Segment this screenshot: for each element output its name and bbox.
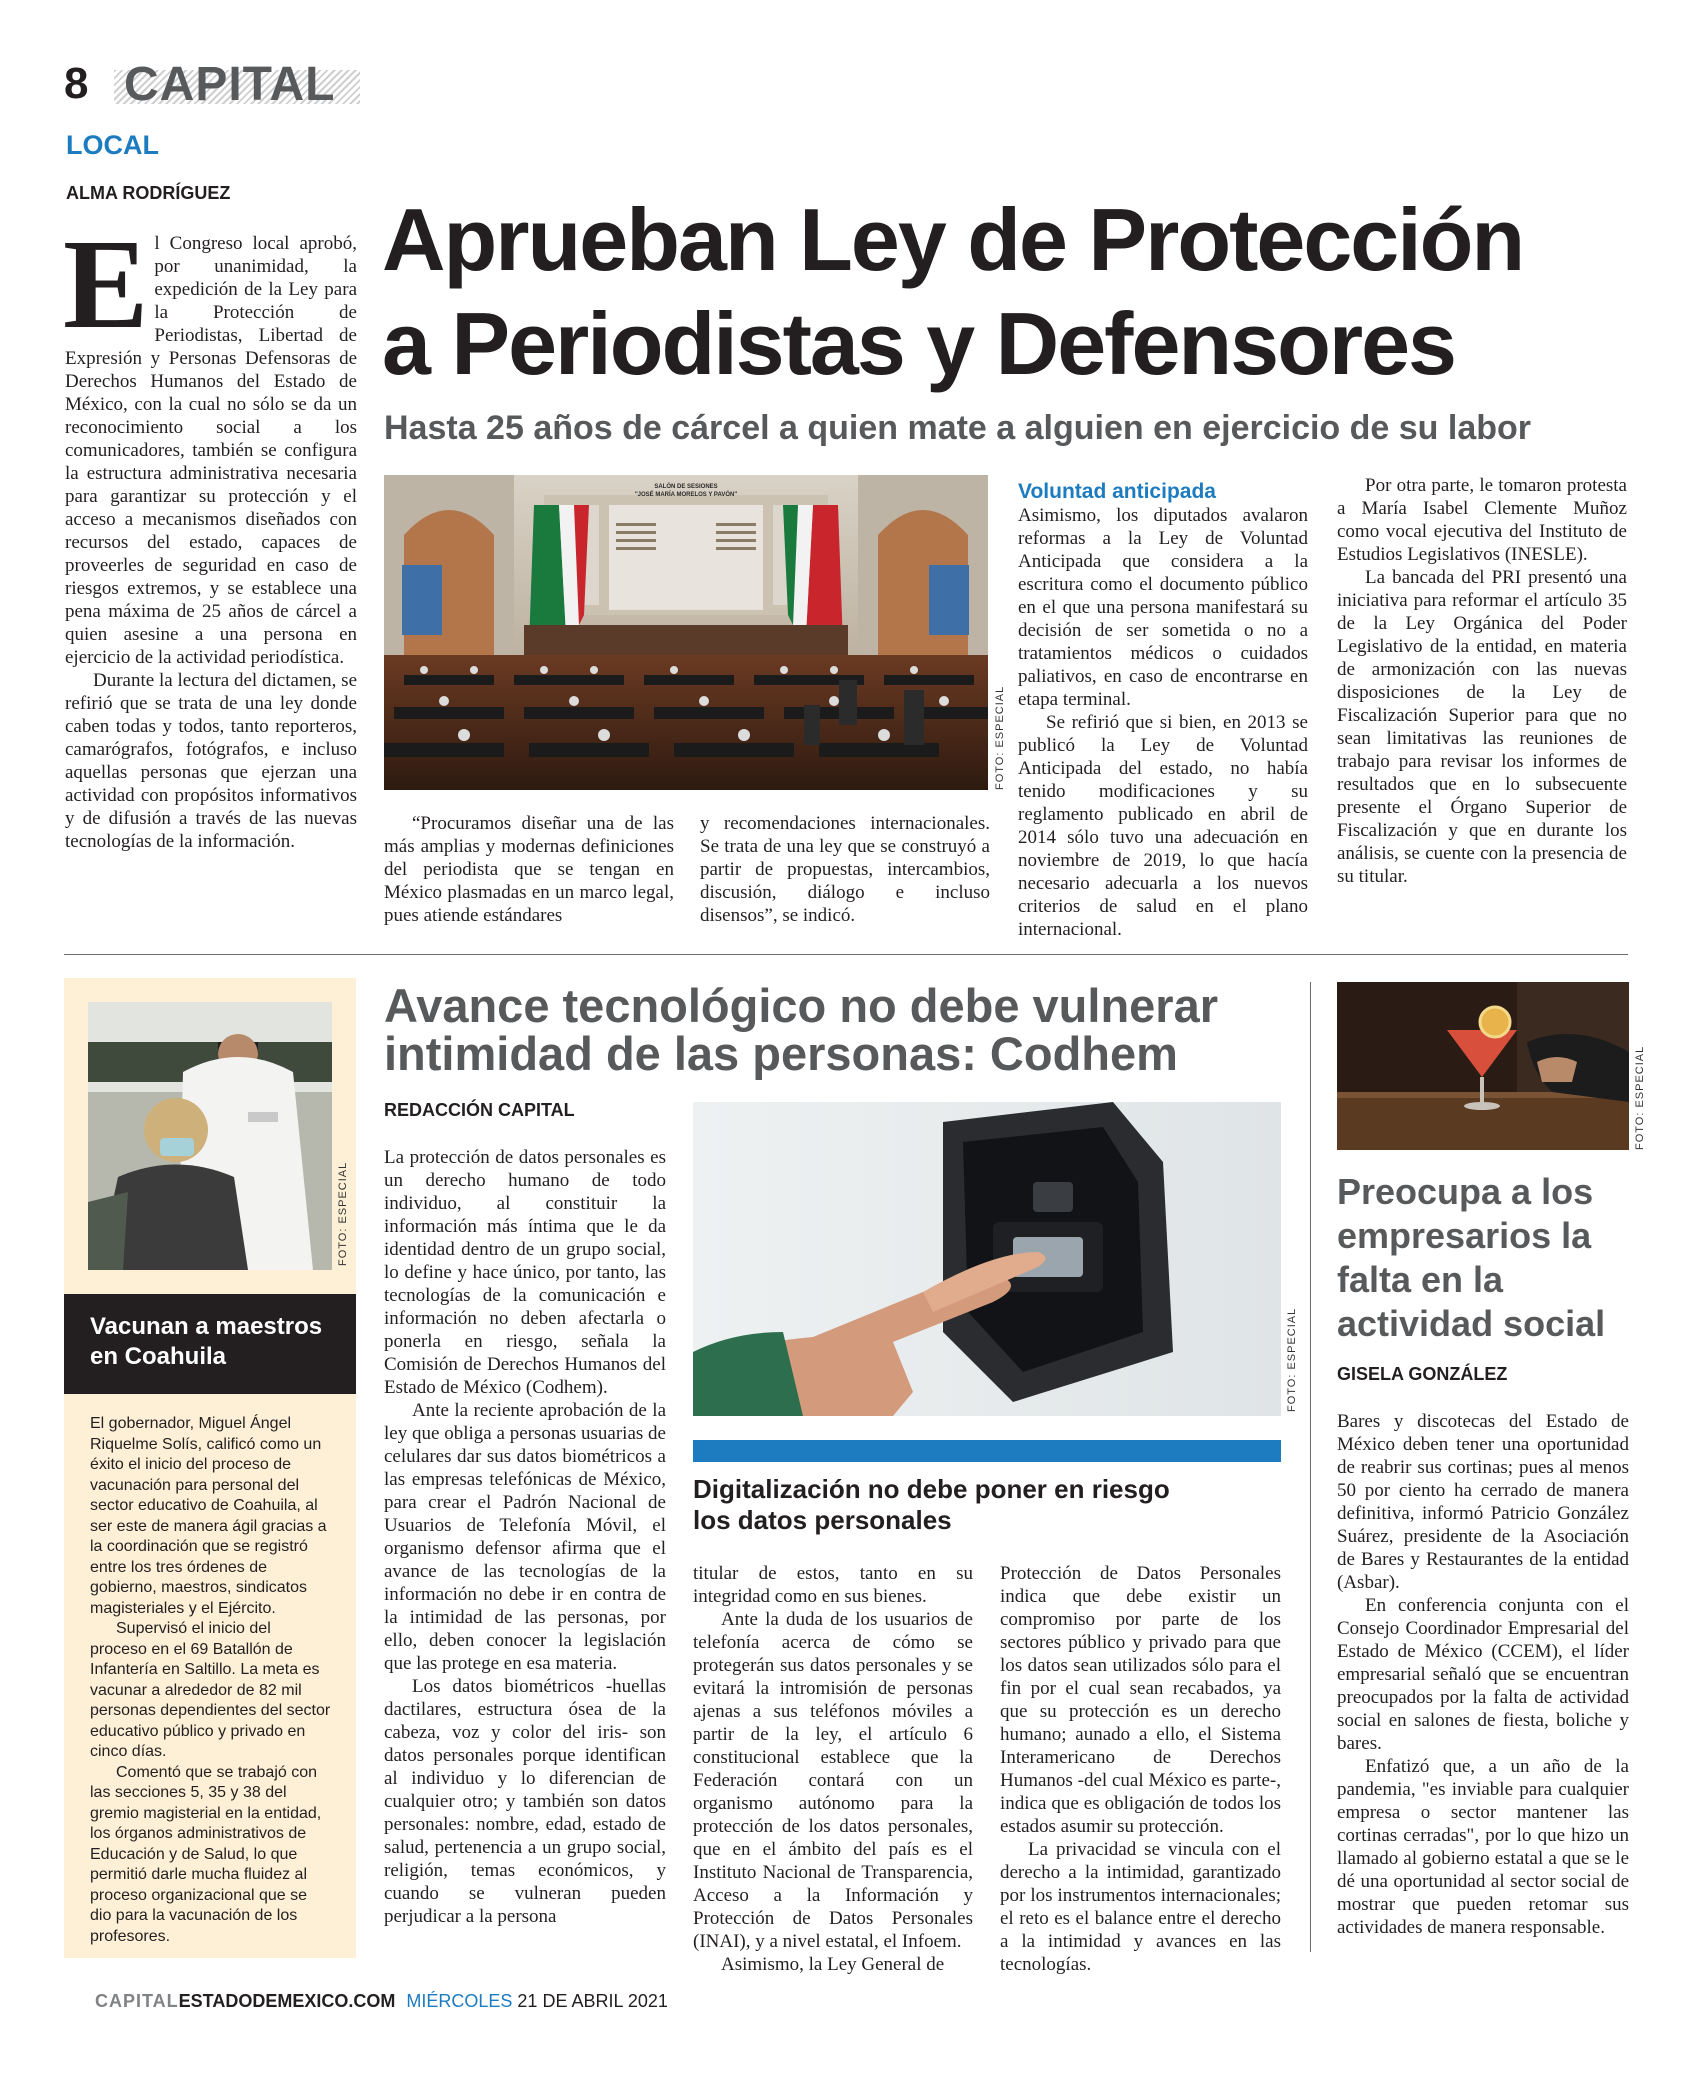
sidebar-title-line2: en Coahuila <box>90 1343 227 1370</box>
codhem-col3-p2: La privacidad se vincula con el derecho a la intimidad, garantizado por los instrumentos internacionales; el reto es el balance entre el derecho a la intimidad y avances en las tecnologías. <box>1000 1839 1281 1975</box>
horizontal-divider <box>64 954 1628 955</box>
main-col5-p1: Por otra parte, le tomaron protesta a María Isabel Clemente Muñoz como vocal ejecutiva del Instituto de Estudios Legislativos (INESLE). <box>1337 475 1627 565</box>
codhem-col1-p2: Ante la reciente aprobación de la ley que obliga a personas usuarias de celulares dar sus datos biométricos a las empresas telefónicas de México, para crear el Padrón Nacional de Usuarios de Telefonía Móvil, el organismo defensor afirma que el avance de las tecnologías de la información no debe ir en contra de la intimidad de las personas, por ello, deben conocer la legislación que las protege en esa materia. <box>384 1400 666 1674</box>
congress-photo-banner <box>592 483 780 499</box>
main-col5 <box>1337 474 1627 888</box>
fingerprint-photo-image <box>693 1102 1281 1416</box>
main-headline-line1: Aprueban Ley de Protección <box>382 190 1524 289</box>
right-body <box>1337 1410 1629 1939</box>
vaccination-photo-credit: FOTO: ESPECIAL <box>337 1161 349 1266</box>
sidebar-title-box <box>64 1294 356 1394</box>
vaccination-photo <box>88 1002 332 1270</box>
congress-photo-banner-line2: "JOSÉ MARÍA MORELOS Y PAVÓN" <box>634 492 738 498</box>
cocktail-photo <box>1337 982 1629 1150</box>
fingerprint-photo-credit: FOTO: ESPECIAL <box>1286 1307 1298 1412</box>
page-number: 8 <box>64 59 89 108</box>
pullquote-line2: los datos personales <box>693 1505 952 1535</box>
footer-date: 21 DE ABRIL 2021 <box>517 1991 668 2011</box>
main-col4-p1: Asimismo, los diputados avalaron reformas a la Ley de Voluntad Anticipada que considera a la escritura como el documento público en el que una persona manifestará su decisión de ser sometida o no a tratamientos médicos o cuidados paliativos, en caso de encontrarse en etapa terminal. <box>1018 505 1308 710</box>
subsection-label: LOCAL <box>66 130 159 160</box>
codhem-headline-line2: intimidad de las personas: Codhem <box>384 1027 1178 1080</box>
congress-photo-banner-line1: SALÓN DE SESIONES <box>654 484 718 490</box>
main-col3-p1: y recomendaciones internacionales. Se trata de una ley que se construyó a partir de propuestas, intercambios, discusión, diálogo e incluso disensos”, se indicó. <box>700 813 990 926</box>
main-col1-p1 <box>63 213 357 669</box>
cocktail-photo-credit: FOTO: ESPECIAL <box>1634 1045 1646 1150</box>
main-col3 <box>700 812 990 927</box>
codhem-col1-p3: Los datos biométricos -huellas dactilares, estructura ósea de la cabeza, voz y color del iris- son datos personales porque identifican al individuo y lo diferencian de cualquier otro; y también son datos personales: nombre, edad, estado de salud, pertenencia a un grupo social, religión, temas económicos, y cuando se vulneran pueden perjudicar a la persona <box>384 1676 666 1927</box>
sidebar-p1: El gobernador, Miguel Ángel Riquelme Solís, calificó como un éxito el inicio del proceso de vacunación para personal del sector educativo de Coahuila, al ser este de manera ágil gracias a la coordinación que se registró entre los tres órdenes de gobierno, maestros, sindicatos magisteriales y el Ejército. <box>90 1415 327 1617</box>
cocktail-photo-image <box>1337 982 1629 1150</box>
codhem-col2-p2: Ante la duda de los usuarios de telefonía acerca de cómo se protegerán sus datos personales y se evitará la intromisión de personas ajenas a sus teléfonos móviles a partir de la ley, el artículo 6 constitucional establece que la Federación contará con un organismo autónomo para la protección de los datos personales, que en el ámbito del país es el Instituto Nacional de Transparencia, Acceso a la Información y Protección de Datos Personales (INAI), y a nivel estatal, el Infoem. <box>693 1609 973 1952</box>
right-p3: Enfatizó que, a un año de la pandemia, "es inviable para cualquier empresa o sector mantener las cortinas cerradas", por lo que hizo un llamado al gobierno estatal a que se le dé una oportunidad al sector social de mostrar que pueden retomar sus actividades de manera responsable. <box>1337 1756 1629 1938</box>
main-col4-body <box>1018 504 1308 941</box>
main-col2 <box>384 812 674 927</box>
right-author: GISELA GONZÁLEZ <box>1337 1364 1508 1384</box>
main-author: ALMA RODRÍGUEZ <box>66 183 231 203</box>
codhem-col1 <box>384 1146 666 1928</box>
page-header <box>64 60 360 112</box>
main-headline <box>382 188 1642 396</box>
codhem-col2 <box>693 1562 973 1976</box>
sidebar-p3: Comentó que se trabajó con las secciones 5, 35 y 38 del gremio magisterial en la entidad, los órganos administrativos de Educación y de Salud, lo que permitió darle mucha fluidez al proceso organizacional que se dio para la vacunación de los profesores. <box>90 1763 322 1945</box>
right-headline-line4: actividad social <box>1337 1303 1606 1344</box>
vaccination-photo-image <box>88 1002 332 1270</box>
fingerprint-photo <box>693 1102 1281 1416</box>
drop-cap: E <box>63 213 149 355</box>
congress-photo <box>384 475 988 790</box>
codhem-col2-p1: titular de estos, tanto en su integridad como en sus bienes. <box>693 1563 973 1607</box>
codhem-col3 <box>1000 1562 1281 1976</box>
main-col1-p1-text: l Congreso local aprobó, por unanimidad, la expedición de la Ley para la Protección de Periodistas, Libertad de Expresión y Personas Defensoras de Derechos Humanos del Estado de México, con la cual no sólo se da un reconocimiento social a los comunicadores, también se configura la estructura administrativa necesaria para garantizar su protección y el acceso a mecanismos diseñados con recursos del estado, capaces de proveerles de seguridad en caso de riesgos extremos, y se establece una pena máxima de 25 años de cárcel a quien asesine a una persona en ejercicio de la actividad periodística. <box>65 233 357 668</box>
sidebar-title-line1: Vacunan a maestros <box>90 1313 323 1340</box>
main-headline-line2: a Periodistas y Defensores <box>382 294 1455 393</box>
codhem-author: REDACCIÓN CAPITAL <box>384 1100 575 1120</box>
pullquote-bar <box>693 1440 1281 1462</box>
right-p1: Bares y discotecas del Estado de México deben tener una oportunidad de reabrir sus cortinas; pues al menos 50 por ciento ha cerrado de manera definitiva, informó Patricio González Suárez, presidente de la Asociación de Bares y Restaurantes de la entidad (Asbar). <box>1337 1411 1629 1593</box>
main-col5-p2: La bancada del PRI presentó una iniciativa para reformar el artículo 35 de la Ley Orgánica del Poder Legislativo de la entidad, en materia de armonización con las nuevas disposiciones de la Ley de Fiscalización Superior para que no sean limitativas las reuniones de trabajo para revisar los informes de resultados que en lo subsecuente presente el Órgano Superior de Fiscalización y que en durante los análisis, se cuente con la presencia de su titular. <box>1337 567 1627 887</box>
pullquote <box>693 1474 1281 1536</box>
right-headline-line2: empresarios la <box>1337 1215 1592 1256</box>
main-subheadline: Hasta 25 años de cárcel a quien mate a alguien en ejercicio de su labor <box>384 409 1532 447</box>
vertical-divider <box>1310 982 1311 1952</box>
page-footer <box>95 1990 668 2012</box>
sidebar-body <box>90 1414 332 1947</box>
footer-site-part1: CAPITAL <box>95 1991 179 2011</box>
codhem-headline <box>384 979 1284 1080</box>
main-col4-p2: Se refirió que si bien, en 2013 se publicó la Ley de Voluntad Anticipada del estado, no había tenido modificaciones y su reglamento publicado en abril de 2014 sólo tuvo una adecuación en noviembre de 2019, lo que hacía necesario adecuarla a los nuevos criterios de salud en el plano internacional. <box>1018 712 1308 940</box>
main-col4 <box>1018 480 1308 941</box>
congress-photo-image <box>384 475 988 790</box>
section-title: CAPITAL <box>124 58 336 111</box>
footer-site-part2: ESTADODEMEXICO.COM <box>178 1991 396 2011</box>
sidebar-p2: Supervisó el inicio del proceso en el 69 Batallón de Infantería en Saltillo. La meta es vacunar a alrededor de 82 mil personas dependientes del sector educativo público y privado en cinco días. <box>90 1620 331 1760</box>
main-col1-p2: Durante la lectura del dictamen, se refirió que se trata de una ley donde caben todas y todos, tanto reporteros, camarógrafos, fotógrafos, e incluso aquellas personas que ejerzan una actividad con propósitos informativos y de difusión a través de las nuevas tecnologías de la información. <box>65 670 357 852</box>
main-col2-p1: “Procuramos diseñar una de las más amplias y modernas definiciones del periodista que se tengan en México plasmadas en un marco legal, pues atiende estándares <box>384 813 674 926</box>
right-headline <box>1337 1170 1629 1346</box>
codhem-headline-line1: Avance tecnológico no debe vulnerar <box>384 979 1219 1032</box>
right-headline-line1: Preocupa a los <box>1337 1171 1594 1212</box>
footer-day: MIÉRCOLES <box>406 1991 513 2011</box>
right-p2: En conferencia conjunta con el Consejo Coordinador Empresarial del Estado de México (CCEM), el líder empresarial señaló que se encuentran preocupados por la falta de actividad social en salones de fiesta, boliche y bares. <box>1337 1595 1629 1754</box>
codhem-col1-p1: La protección de datos personales es un derecho humano de todo individuo, al constituir la información más íntima que le da identidad dentro de un grupo social, lo define y hace único, por tanto, las tecnologías de la comunicación e información no deben afectarla o ponerla en riesgo, señala la Comisión de Derechos Humanos del Estado de México (Codhem). <box>384 1147 666 1398</box>
main-col1 <box>63 213 357 853</box>
codhem-col2-p3: Asimismo, la Ley General de <box>721 1954 945 1975</box>
voluntad-subhead: Voluntad anticipada <box>1018 480 1216 503</box>
codhem-col3-p1: Protección de Datos Personales indica que debe existir un compromiso por parte de los sectores público y privado para que los datos sean utilizados sólo para el fin por el cual sean recabados, ya que su protección es un derecho humano; aunado a ello, el Sistema Interamericano de Derechos Humanos -del cual México es parte-, indica que es obligación de todos los estados asumir su protección. <box>1000 1563 1281 1837</box>
right-headline-line3: falta en la <box>1337 1259 1504 1300</box>
congress-photo-credit: FOTO: ESPECIAL <box>994 685 1006 790</box>
pullquote-line1: Digitalización no debe poner en riesgo <box>693 1474 1170 1504</box>
